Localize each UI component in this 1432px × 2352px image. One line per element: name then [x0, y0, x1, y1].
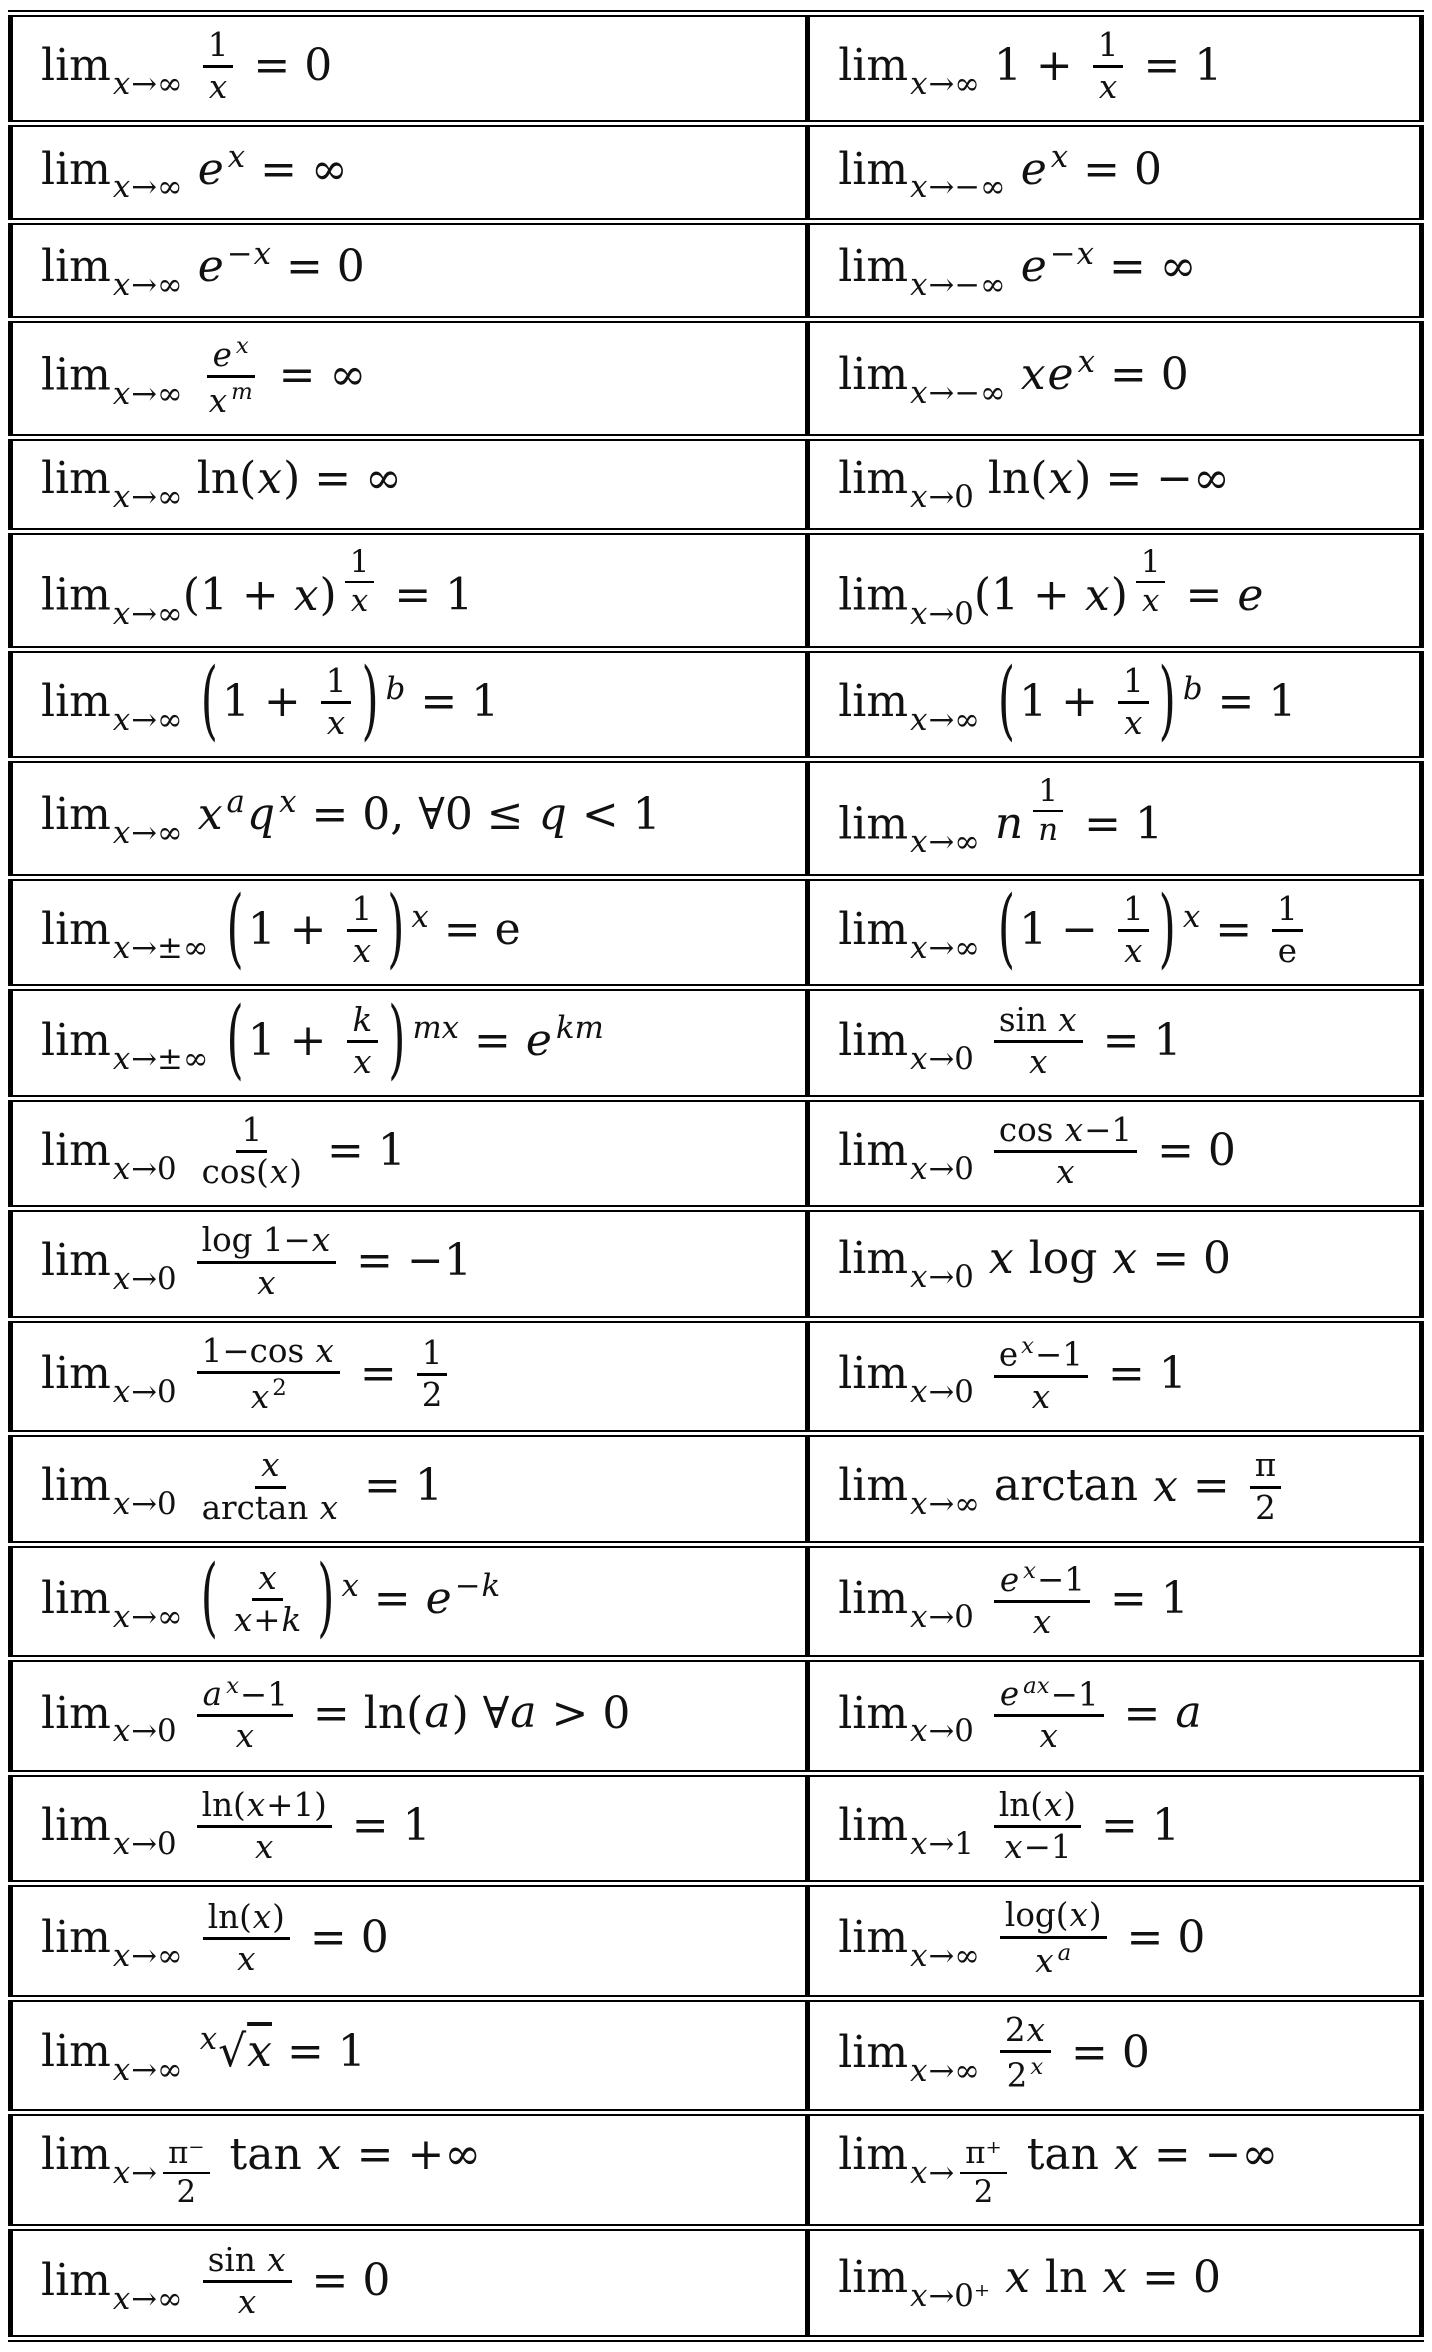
table-row [11, 1544, 1422, 1658]
formula: $\lim_{x\to 0} \ln(x)$ = −∞ [838, 453, 1230, 516]
formula-cell-r10-right [808, 988, 1422, 1098]
formula: $\lim_{x\to 0} x$ log x = 0 [838, 1232, 1232, 1295]
formula: $\lim_{x\to 0}(1 + x)$ $^{\frac{1}{x}}$ = e [838, 544, 1264, 632]
formula: $\lim_{x\to\pm\infty} (1$ + $\frac{1}{x}$ ) $^x$ = e [41, 879, 521, 979]
table-row [11, 14, 1422, 124]
formula-cell-r10-left [11, 988, 808, 1098]
formula-cell-r6-left [11, 531, 808, 649]
table-row [11, 438, 1422, 531]
formula-cell-r5-right [808, 438, 1422, 531]
table-row [11, 760, 1422, 878]
formula-cell-r19-left [11, 1998, 808, 2112]
table-row [11, 1998, 1422, 2112]
formula: $\lim_{x\to\infty}$ $\frac{1}{x}$ = 0 [41, 26, 333, 107]
formula: $\lim_{x\to\infty} \ln(x)$ = ∞ [41, 453, 402, 516]
formula: $\lim_{x\to-\infty}$ xe $^x$ = 0 [838, 344, 1189, 412]
formula: $\lim_{x\to 0}$ $\frac{\ln(x+1)}{x}$ = 1 [41, 1785, 431, 1866]
table-row [11, 1773, 1422, 1883]
table-row [11, 988, 1422, 1098]
formula: $\lim_{x\to 0}$ $\frac{\text{1−cos x}}{x ^2}$ = $\frac{1}{2}$ [41, 1336, 453, 1417]
table-row [11, 649, 1422, 759]
formula-cell-r19-right [808, 1998, 1422, 2112]
formula-cell-r12-left [11, 1209, 808, 1319]
formula-cell-r14-right [808, 1434, 1422, 1544]
formula-cell-r14-left [11, 1434, 808, 1544]
formula-cell-r5-left [11, 438, 808, 531]
formula: $\lim_{x\to 0^+} x$ ln x = 0 [838, 2252, 1221, 2314]
formula: $\lim_{x\to\infty} (1$ + $\frac{1}{x}$ ) $^b$ = 1 [838, 650, 1297, 751]
formula-cell-r20-left [11, 2113, 808, 2228]
formula: $\lim_{x\to\infty}$ $\frac{2x}{2 ^x}$ = 0 [838, 2010, 1150, 2095]
formula: $\lim_{x\to\infty} \arctan x$ = $\frac{\pi}{2}$ [838, 1450, 1287, 1527]
formula: $\lim_{x\to 0}$ $\frac{\text{sin x}}{x}$ = 1 [838, 1000, 1182, 1081]
formula-cell-r21-right [808, 2228, 1422, 2339]
table-row [11, 2113, 1422, 2228]
formula: $\lim_{x\to\infty}(1 + x)$ $^{\frac{1}{x}}$ = 1 [41, 544, 474, 632]
table-row [11, 124, 1422, 222]
formula-cell-r3-left [11, 222, 808, 320]
formula: $\lim_{x\to\infty}$ $\frac{\ln(x)}{x}$ = 0 [41, 1898, 389, 1979]
formula: $\lim_{x\to 0}$ $\frac{1}{\cos(x)}$ = 1 [41, 1111, 406, 1192]
table-row [11, 1659, 1422, 1773]
formula-cell-r9-left [11, 878, 808, 988]
formula-cell-r18-right [808, 1884, 1422, 1998]
formula: $\lim_{x\to\infty} n$ $^{\frac{1}{n}}$ = 1 [838, 772, 1163, 861]
formula-cell-r1-left [11, 14, 808, 124]
formula: $\lim_{x\to\infty} (1$ − $\frac{1}{x}$ ) $^x$ = $\frac{1}{e}$ [838, 894, 1309, 971]
limits-table [8, 10, 1424, 2342]
formula: $\lim_{x\to\infty}$ $\frac{e ^x}{x ^m}$ = ∞ [41, 333, 367, 420]
formula-cell-r13-right [808, 1319, 1422, 1433]
formula-cell-r13-left [11, 1319, 808, 1433]
formula-cell-r3-right [808, 222, 1422, 320]
formula: $\lim_{x\to\infty}$ $\frac{\log(x)}{x ^a}$ = 0 [838, 1896, 1206, 1981]
table-row [11, 1319, 1422, 1433]
formula: $\lim_{x\to\infty}$ ( $\frac{x}{x+k}$ ) $^x = e^{-k}$ [41, 1547, 501, 1648]
formula-cell-r6-right [808, 531, 1422, 649]
formula-cell-r7-right [808, 649, 1422, 759]
formula: $\lim_{x\to-\infty} e$ $^x$ = 0 [838, 138, 1162, 206]
formula: $\lim_{x\to 0}$ $\frac{e ^x-1}{x}$ = 1 [838, 1558, 1189, 1641]
formula-cell-r11-left [11, 1098, 808, 1208]
formula-cell-r4-left [11, 319, 808, 438]
formula: $\lim_{x\to 0}$ $\frac{\log 1-x}{x}$ = −1 [41, 1221, 472, 1302]
limits-table-body [11, 14, 1422, 2339]
table-row [11, 878, 1422, 988]
formula-cell-r4-right [808, 319, 1422, 438]
formula-cell-r9-right [808, 878, 1422, 988]
formula-cell-r16-right [808, 1659, 1422, 1773]
formula-cell-r1-right [808, 14, 1422, 124]
formula-cell-r15-left [11, 1544, 808, 1658]
formula-cell-r20-right [808, 2113, 1422, 2228]
formula: $\lim_{x\to\infty} 1$ + $\frac{1}{x}$ = 1 [838, 26, 1223, 107]
formula: $\lim_{x\to 0}$ $\frac{\text{cos x−1}}{x}$ = 0 [838, 1111, 1236, 1192]
formula: $\lim_{x\to\infty}$ $\frac{\text{sin x}}{x}$ = 0 [41, 2240, 391, 2321]
table-row [11, 1884, 1422, 1998]
formula: $\lim_{x\to\pm\infty} (1$ + $\frac{k}{x}$ ) $^{mx}$ = e $^{km}$ [41, 989, 604, 1090]
formula-cell-r15-right [808, 1544, 1422, 1658]
formula: $\lim_{x\to\infty} x$ $^a$q $^x$ = 0, ∀0 ≤ q < 1 [41, 784, 661, 852]
formula: $\lim_{x\to 1}$ $\frac{\ln(x)}{x-1}$ = 1 [838, 1785, 1180, 1866]
formula-cell-r21-left [11, 2228, 808, 2339]
formula: $\lim_{x\to 0}$ $\frac{a ^x-1}{x}$ = ln(a) ∀a > 0 [41, 1672, 631, 1756]
table-row [11, 1209, 1422, 1319]
formula-cell-r2-right [808, 124, 1422, 222]
formula: $\lim_{x\to 0}$ $\frac{e ^x-1}{x}$ = 1 [838, 1333, 1187, 1416]
formula-cell-r8-right [808, 760, 1422, 878]
table-row [11, 1434, 1422, 1544]
formula: $\lim_{x\to 0}$ $\frac{e ^{ax}-1}{x}$ = a [838, 1672, 1202, 1756]
table-row [11, 2228, 1422, 2339]
formula: $\lim_{x\to\infty} ^x√x = 1$ [41, 2021, 366, 2089]
formula-cell-r11-right [808, 1098, 1422, 1208]
formula-cell-r17-left [11, 1773, 808, 1883]
formula: $\lim_{x\to\infty} e$ $^x$ = ∞ [41, 138, 348, 206]
formula-cell-r2-left [11, 124, 808, 222]
formula: $\lim_{x\to 0}$ $\frac{x}{\text{arctan x}}$ = 1 [41, 1446, 443, 1527]
formula: $\lim_{x\to-\infty} e^{-x}$ = ∞ [838, 236, 1197, 304]
formula-cell-r8-left [11, 760, 808, 878]
table-row [11, 1098, 1422, 1208]
formula: $\lim_{x\to \frac{\pi^+}{2}}$ tan x = −∞ [838, 2129, 1279, 2210]
formula-cell-r18-left [11, 1884, 808, 1998]
formula-cell-r17-right [808, 1773, 1422, 1883]
table-row [11, 319, 1422, 438]
formula: $\lim_{x\to \frac{\pi^-}{2}}$ tan x = +∞ [41, 2129, 481, 2210]
formula-cell-r16-left [11, 1659, 808, 1773]
formula: $\lim_{x\to\infty} (1$ + $\frac{1}{x}$ ) $^b$ = 1 [41, 650, 500, 751]
table-row [11, 531, 1422, 649]
formula-cell-r12-right [808, 1209, 1422, 1319]
formula: $\lim_{x\to\infty} e^{-x} = 0$ [41, 236, 365, 304]
formula-cell-r7-left [11, 649, 808, 759]
table-row [11, 222, 1422, 320]
